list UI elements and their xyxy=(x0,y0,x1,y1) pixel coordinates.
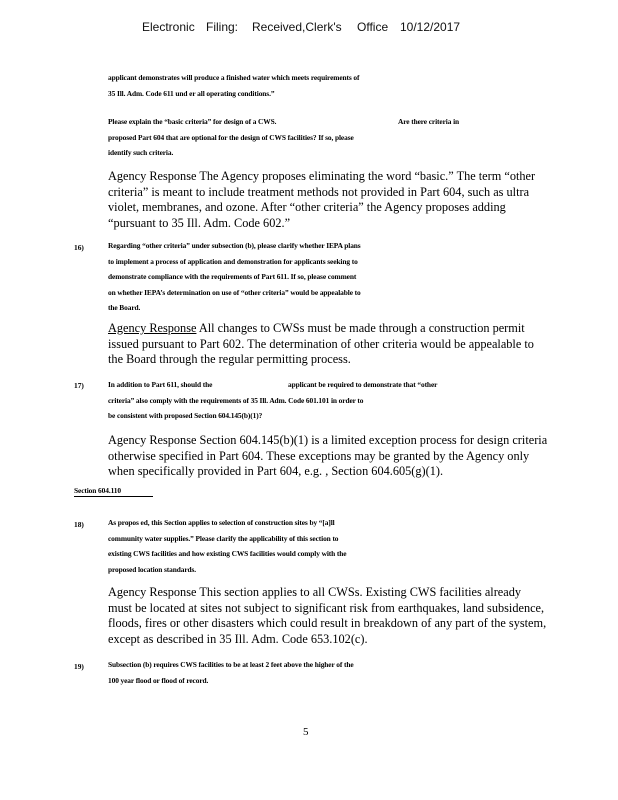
response-line: issued pursuant to Part 602. The determination of other criteria would be appealable to xyxy=(108,336,534,351)
question-line: community water supplies.” Please clarify the applicability of this section to xyxy=(108,533,339,543)
question-17-line-2: criteria” also comply with the requirements of 35 Ill. Adm. Code 601.101 in order to xyxy=(108,395,364,405)
response-label: Agency Response xyxy=(108,585,197,599)
header-date: 10/12/2017 xyxy=(400,20,461,34)
question-line: demonstrate compliance with the requirements of Part 611. If so, please comment xyxy=(108,272,357,281)
block-a-line: applicant demonstrates will produce a finished water which meets requirements of xyxy=(108,73,360,82)
question-number-17: 17) xyxy=(74,381,84,390)
header-filing: Filing: xyxy=(206,20,239,34)
response-line: violet, membranes, and ozone. After “other criteria” the Agency proposes adding xyxy=(108,200,506,214)
response-line: when specifically provided in Part 604, e.g. , Section 604.605(g)(1). xyxy=(108,464,444,478)
response-line: “pursuant to 35 Ill. Adm. Code 602.” xyxy=(108,215,291,230)
response-line: criteria” is meant to include treatment methods not provided in Part 604, such as ultra xyxy=(108,184,530,199)
page-number: 5 xyxy=(303,726,309,738)
question-line: the Board. xyxy=(108,303,141,312)
question-line: existing CWS facilities and how existing CWS facilities would comply with the xyxy=(108,549,347,558)
agency-response-2 xyxy=(108,321,534,368)
block-b-line-2: proposed Part 604 that are optional for the design of CWS facilities? If so, please xyxy=(108,132,354,142)
agency-response-3 xyxy=(108,433,547,480)
response-line: All changes to CWSs must be made through a construction permit xyxy=(198,321,525,335)
block-b xyxy=(108,114,354,161)
agency-response-4 xyxy=(108,585,546,647)
block-a xyxy=(108,70,359,101)
question-line: Regarding “other criteria” under subsection (b), please clarify whether IEPA plans xyxy=(108,241,361,250)
question-17-line-3: be consistent with proposed Section 604.145(b)(1)? xyxy=(108,411,263,420)
block-a-line: 35 Ill. Adm. Code 611 und er all operating conditions.” xyxy=(108,88,275,98)
agency-response-1 xyxy=(108,169,535,231)
block-b-right: Are there criteria in xyxy=(398,117,460,126)
block-b-line-1: Please explain the “basic criteria” for design of a CWS. xyxy=(108,117,277,126)
response-line: otherwise specified in Part 604. These exceptions may be granted by the Agency only xyxy=(108,448,530,463)
question-line: 100 year flood or flood of record. xyxy=(108,675,209,685)
response-line: the Board through the regular permitting process. xyxy=(108,352,351,366)
question-line: Subsection (b) requires CWS facilities to be at least 2 feet above the higher of the xyxy=(108,660,354,669)
response-line: This section applies to all CWSs. Existing CWS facilities already xyxy=(199,585,522,599)
question-number-18: 18) xyxy=(74,520,84,529)
response-label: Agency Response xyxy=(108,169,197,183)
question-number-16: 16) xyxy=(74,243,84,252)
response-label: Agency Response xyxy=(108,321,197,335)
section-heading: Section 604.110 xyxy=(74,486,153,497)
response-line: except as described in 35 Ill. Adm. Code 653.102(c). xyxy=(108,631,368,646)
response-label: Agency Response xyxy=(108,433,197,447)
question-17-right: applicant be required to demonstrate that “other xyxy=(288,380,438,389)
question-line: proposed location standards. xyxy=(108,564,197,574)
response-line: The Agency proposes eliminating the word “basic.” The term “other xyxy=(199,169,536,183)
question-line: to implement a process of application and demonstration for applicants seeking to xyxy=(108,256,358,266)
response-line: must be located at sites not subject to significant risk from earthquakes, land subsidence, xyxy=(108,600,545,615)
header-electronic: Electronic xyxy=(142,20,195,34)
question-18 xyxy=(108,515,346,577)
header-received: Received,Clerk's xyxy=(252,20,342,34)
response-line: Section 604.145(b)(1) is a limited exception process for design criteria xyxy=(199,433,548,447)
question-17-line-1: In addition to Part 611, should the xyxy=(108,380,213,389)
question-line: As propos ed, this Section applies to selection of construction sites by “[a]ll xyxy=(108,518,335,527)
question-16 xyxy=(108,238,361,316)
block-b-line-3: identify such criteria. xyxy=(108,148,174,157)
response-line: floods, fires or other disasters which could result in breakdown of any part of the system, xyxy=(108,616,547,630)
header-office: Office xyxy=(357,20,389,34)
question-19 xyxy=(108,657,354,688)
question-number-19: 19) xyxy=(74,662,84,671)
question-line: on whether IEPA’s determination on use of “other criteria” would be appealable to xyxy=(108,287,361,297)
